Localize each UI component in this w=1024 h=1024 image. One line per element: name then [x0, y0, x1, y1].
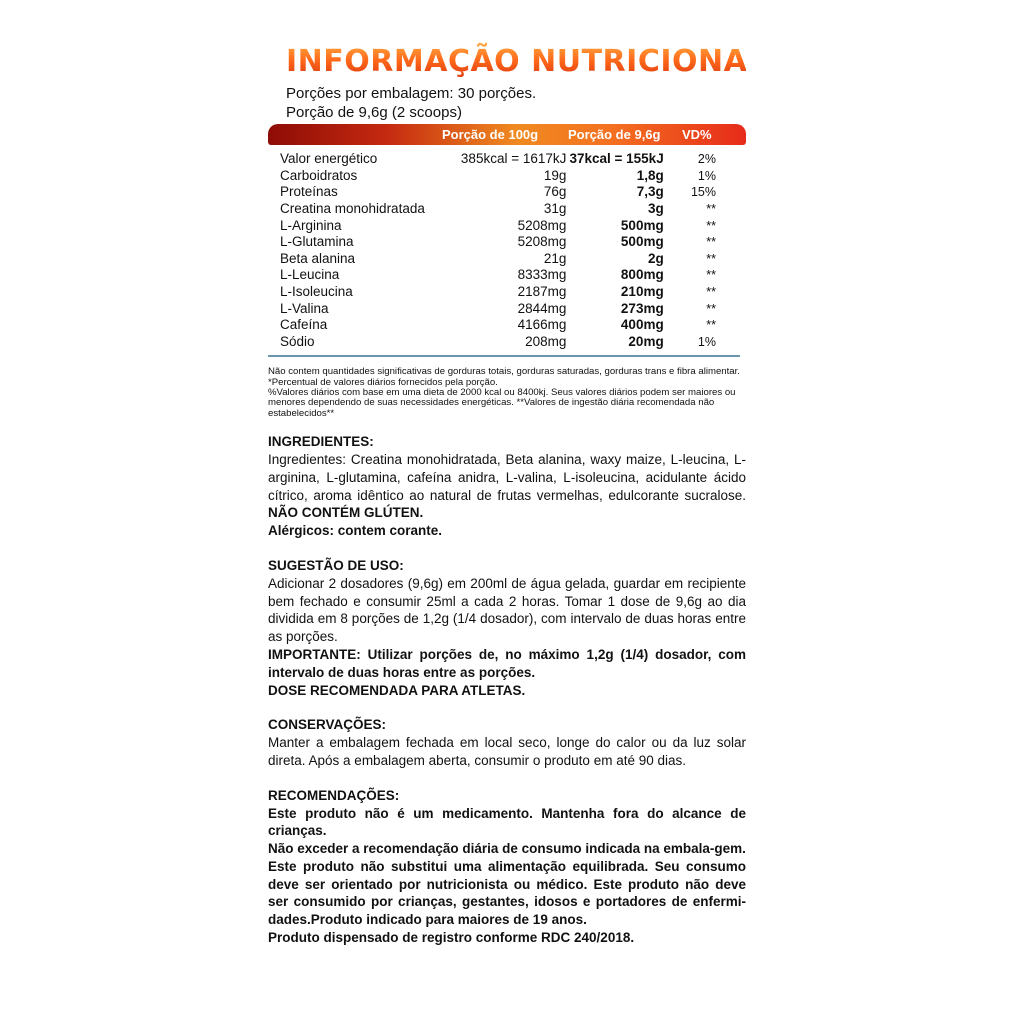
- ingredients-heading: INGREDIENTES:: [268, 434, 374, 450]
- storage-section: [268, 716, 746, 769]
- value-per-100g: 5208mg: [517, 234, 567, 250]
- ingredients-section: [268, 433, 746, 540]
- nutrient-name: L-Arginina: [280, 217, 342, 233]
- value-per-serving: 7,3g: [636, 184, 664, 200]
- recommendation-item: Este produto não é um medicamento. Mantenha fora do alcance de crianças.: [268, 805, 746, 839]
- value-per-100g: 385kcal = 1617kJ: [460, 151, 567, 167]
- value-per-100g: 21g: [543, 250, 567, 266]
- allergens-statement: Alérgicos: contem corante.: [268, 523, 443, 539]
- footnote-line: Não contem quantidades significativas de gorduras totais, gorduras saturadas, gorduras trans e fibra alimentar.: [268, 366, 740, 378]
- value-per-serving: 500mg: [620, 217, 664, 233]
- vd-percent: **: [706, 318, 716, 333]
- table-row: [268, 151, 738, 168]
- value-per-serving: 1,8g: [636, 167, 664, 183]
- page-title: INFORMAÇÃO NUTRICIONAL: [286, 40, 746, 84]
- storage-text: Manter a embalagem fechada em local seco, longe do calor ou da luz solar direta. Após a embalagem aberta, consumir o produto em até 90 dias.: [268, 735, 746, 768]
- header-per-100g: Porção de 100g: [442, 127, 539, 142]
- value-per-serving: 20mg: [628, 333, 664, 349]
- nutrition-label: [268, 40, 767, 947]
- usage-heading: SUGESTÃO DE USO:: [268, 557, 404, 573]
- value-per-100g: 5208mg: [517, 217, 567, 233]
- table-row: [268, 284, 738, 301]
- usage-section: [268, 557, 746, 699]
- footnote-line: %Valores diários com base em uma dieta de 2000 kcal ou 8400kj. Seus valores diários podem ser maiores ou menores dependendo de suas necessidades energéticas. **Valores de ingestão diária recomendada não estabelecidos**: [268, 386, 736, 419]
- recommendations-heading: RECOMENDAÇÕES:: [268, 787, 400, 803]
- vd-percent: **: [706, 301, 716, 316]
- gluten-statement: NÃO CONTÉM GLÚTEN.: [268, 505, 424, 521]
- nutrient-name: Creatina monohidratada: [280, 201, 425, 217]
- value-per-100g: 2844mg: [517, 300, 567, 316]
- table-row: [268, 300, 738, 317]
- table-row: [268, 267, 738, 284]
- usage-important: IMPORTANTE: Utilizar porções de, no máximo 1,2g (1/4) dosador, com intervalo de duas horas entre as porções.: [268, 646, 746, 680]
- header-per-serving: Porção de 9,6g: [568, 127, 661, 142]
- vd-percent: **: [706, 285, 716, 300]
- vd-percent: **: [706, 218, 716, 233]
- value-per-serving: 400mg: [620, 317, 664, 333]
- value-per-100g: 208mg: [525, 333, 567, 349]
- value-per-serving: 210mg: [620, 284, 664, 300]
- storage-heading: CONSERVAÇÕES:: [268, 717, 387, 733]
- serving-size: Porção de 9,6g (2 scoops): [286, 104, 462, 121]
- vd-percent: 2%: [697, 152, 716, 167]
- footnotes: [268, 367, 746, 419]
- usage-athletes: DOSE RECOMENDADA PARA ATLETAS.: [268, 682, 526, 698]
- table-row: [268, 234, 738, 251]
- vd-percent: **: [706, 202, 716, 217]
- header-vd: VD%: [682, 127, 712, 142]
- usage-text: Adicionar 2 dosadores (9,6g) em 200ml de água gelada, guardar em recipiente bem fechado e consumir 25ml a cada 2 horas. Tomar 1 dose de 9,6g ao dia dividida em 8 porções de 1,2g (1/4 dosador), com intervalo de duas horas entre as porções.: [268, 575, 746, 645]
- table-row: [268, 184, 738, 201]
- table-row: [268, 217, 738, 234]
- value-per-serving: 2g: [647, 250, 664, 266]
- footnote-line: *Percentual de valores diários fornecidos pela porção.: [268, 376, 498, 388]
- recommendation-item: Produto dispensado de registro conforme RDC 240/2018.: [268, 930, 635, 946]
- recommendations-section: [268, 787, 746, 947]
- value-per-100g: 2187mg: [517, 284, 567, 300]
- vd-percent: 15%: [690, 185, 716, 200]
- servings-per-pack: Porções por embalagem: 30 porções.: [286, 85, 537, 102]
- nutrient-name: Valor energético: [280, 151, 378, 167]
- table-row: [268, 317, 738, 334]
- nutrient-name: L-Isoleucina: [280, 284, 353, 300]
- vd-percent: 1%: [697, 334, 716, 349]
- vd-percent: **: [706, 235, 716, 250]
- nutrient-name: L-Valina: [280, 300, 329, 316]
- nutrition-table: [268, 151, 738, 350]
- nutrient-name: Sódio: [280, 333, 315, 349]
- table-row: [268, 168, 738, 185]
- nutrient-name: L-Glutamina: [280, 234, 354, 250]
- table-divider: [268, 355, 740, 357]
- value-per-100g: 76g: [543, 184, 567, 200]
- nutrient-name: Carboidratos: [280, 167, 358, 183]
- value-per-100g: 8333mg: [517, 267, 567, 283]
- vd-percent: **: [706, 268, 716, 283]
- table-header-bar: [268, 124, 746, 145]
- value-per-serving: 273mg: [620, 300, 664, 316]
- vd-percent: 1%: [697, 168, 716, 183]
- value-per-serving: 500mg: [620, 234, 664, 250]
- table-row: [268, 334, 738, 351]
- nutrient-name: Proteínas: [280, 184, 338, 200]
- ingredients-text: Ingredientes: Creatina monohidratada, Beta alanina, waxy maize, L-leucina, L-arginina, L-glutamina, cafeína anidra, L-valina, L-isoleucina, acidulante ácido cítrico, aroma idêntico ao natural de frutas vermelhas, edulcorante sucralose.: [268, 451, 746, 503]
- recommendation-item: Este produto não substitui uma alimentação equilibrada. Seu consumo deve ser orientado por nutricionista ou médico. Este produto não deve ser consumido por crianças, gestantes, idosos e portadores de enfermi-dades.Produto indicado para maiores de 19 anos.: [268, 858, 746, 928]
- value-per-100g: 31g: [543, 201, 567, 217]
- nutrient-name: Beta alanina: [280, 250, 356, 266]
- value-per-serving: 800mg: [620, 267, 664, 283]
- value-per-100g: 4166mg: [517, 317, 567, 333]
- value-per-serving: 3g: [647, 201, 664, 217]
- recommendation-item: Não exceder a recomendação diária de consumo indicada na embala-gem.: [268, 841, 746, 857]
- table-row: [268, 251, 738, 268]
- vd-percent: **: [706, 251, 716, 266]
- value-per-100g: 19g: [543, 167, 567, 183]
- table-row: [268, 201, 738, 218]
- value-per-serving: 37kcal = 155kJ: [569, 151, 664, 167]
- nutrient-name: L-Leucina: [280, 267, 340, 283]
- nutrient-name: Cafeína: [280, 317, 328, 333]
